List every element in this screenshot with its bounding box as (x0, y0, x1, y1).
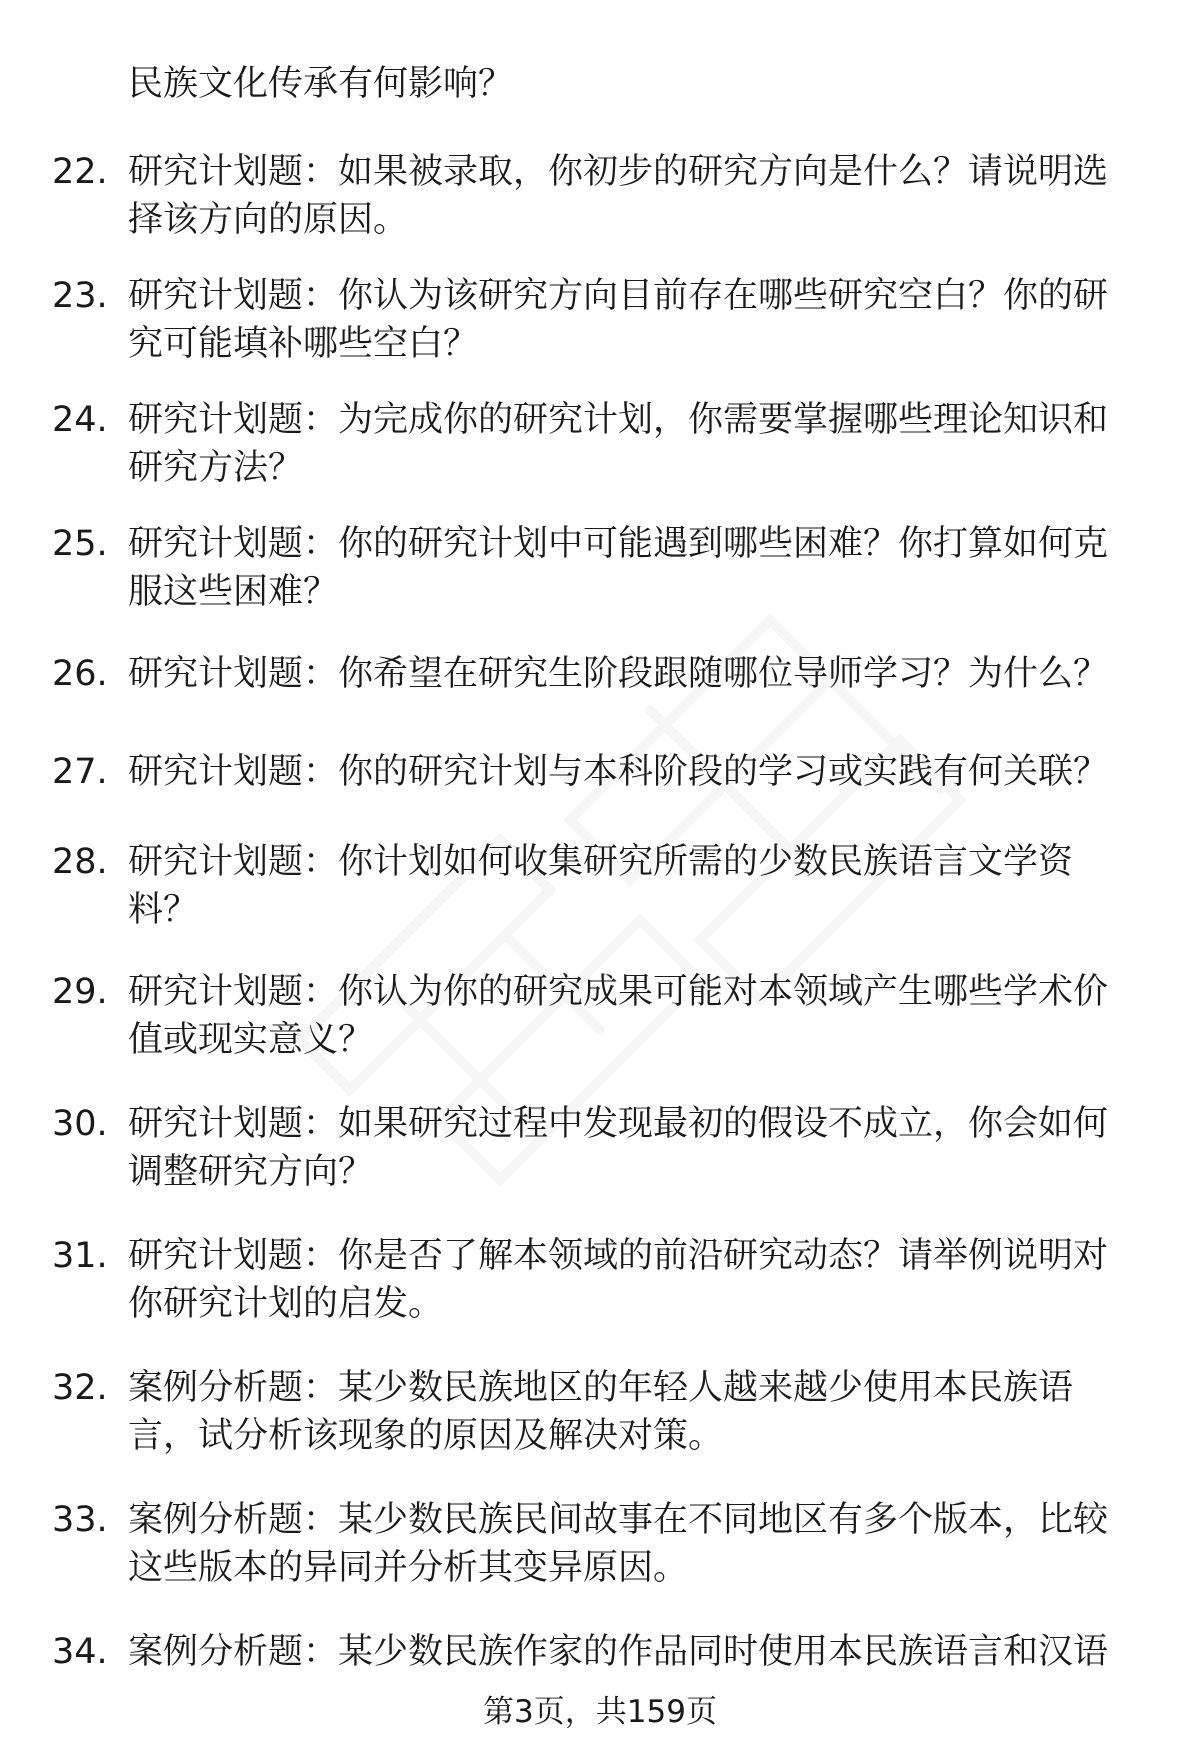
question-number: 32. (52, 1368, 108, 1408)
question-text: 研究计划题：你认为该研究方向目前存在哪些研究空白？你的研究可能填补哪些空白？ (128, 276, 1109, 364)
question-number: 34. (52, 1632, 108, 1672)
question-number: 33. (52, 1500, 108, 1540)
question-text: 研究计划题：为完成你的研究计划，你需要掌握哪些理论知识和研究方法？ (128, 400, 1109, 488)
question-text: 研究计划题：如果被录取，你初步的研究方向是什么？请说明选择该方向的原因。 (128, 152, 1109, 240)
question-text: 研究计划题：你计划如何收集研究所需的少数民族语言文学资料？ (128, 842, 1074, 930)
question-text: 案例分析题：某少数民族作家的作品同时使用本民族语言和汉语 (128, 1632, 1109, 1672)
continued-question-text: 民族文化传承有何影响？ (128, 64, 514, 104)
question-text: 案例分析题：某少数民族地区的年轻人越来越少使用本民族语言，试分析该现象的原因及解决对策。 (128, 1368, 1074, 1456)
question-text: 研究计划题：如果研究过程中发现最初的假设不成立，你会如何调整研究方向？ (128, 1104, 1109, 1192)
question-number: 24. (52, 400, 108, 440)
question-number: 22. (52, 152, 108, 192)
question-text: 研究计划题：你是否了解本领域的前沿研究动态？请举例说明对你研究计划的启发。 (128, 1236, 1109, 1324)
question-number: 31. (52, 1236, 108, 1276)
question-number: 29. (52, 972, 108, 1012)
question-text: 研究计划题：你的研究计划与本科阶段的学习或实践有何关联？ (128, 752, 1109, 792)
question-text: 案例分析题：某少数民族民间故事在不同地区有多个版本，比较这些版本的异同并分析其变异原因。 (128, 1500, 1109, 1588)
question-text: 研究计划题：你认为你的研究成果可能对本领域产生哪些学术价值或现实意义？ (128, 972, 1109, 1060)
question-number: 26. (52, 654, 108, 694)
question-text: 研究计划题：你希望在研究生阶段跟随哪位导师学习？为什么？ (128, 654, 1109, 694)
question-number: 28. (52, 842, 108, 882)
page-footer: 第3页，共159页 (483, 1694, 717, 1730)
question-number: 27. (52, 752, 108, 792)
question-number: 25. (52, 524, 108, 564)
question-text: 研究计划题：你的研究计划中可能遇到哪些困难？你打算如何克服这些困难？ (128, 524, 1109, 612)
question-number: 23. (52, 276, 108, 316)
question-number: 30. (52, 1104, 108, 1144)
